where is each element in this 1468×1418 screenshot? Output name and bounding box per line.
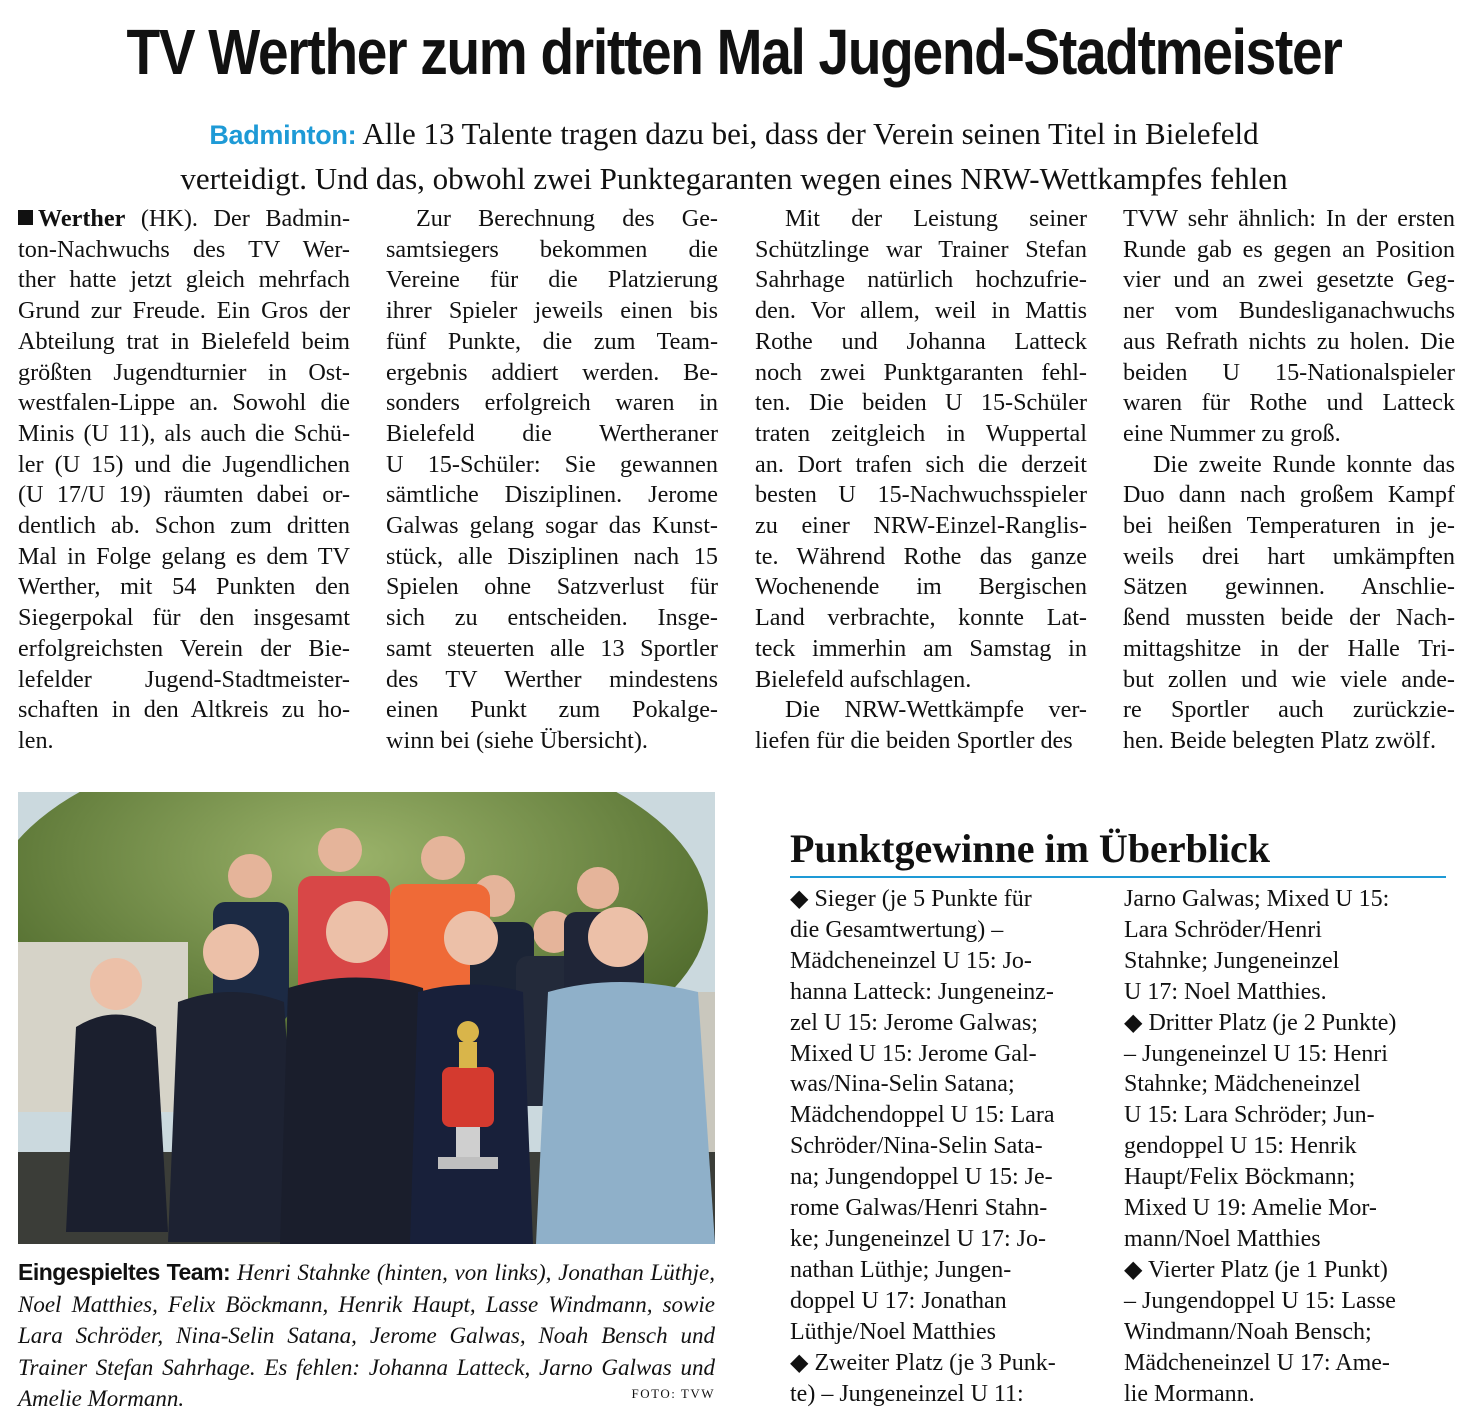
article-text-line: erfolgreichsten Verein der Bie- bbox=[18, 634, 350, 662]
article-text-line: Zur Berechnung des Ge- bbox=[416, 205, 718, 232]
article-text-line: Werther, mit 54 Punkten den bbox=[18, 573, 350, 601]
article-text-line: Runde gab es gegen an Position bbox=[1123, 235, 1455, 263]
article-text-line: bei heißen Temperaturen in je- bbox=[1123, 512, 1455, 540]
article-text-line: westfalen-Lippe an. Sowohl die bbox=[18, 389, 350, 417]
overview-text-line: rome Galwas/Henri Stahn- bbox=[790, 1195, 1048, 1222]
deck bbox=[40, 112, 1428, 201]
overview-text-line: Schröder/Nina-Selin Sata- bbox=[790, 1133, 1043, 1160]
photo-credit: FOTO: TVW bbox=[631, 1386, 715, 1401]
caption-lead: Eingespieltes Team: bbox=[18, 1259, 231, 1285]
article-text-line: sämtliche Disziplinen. Jerome bbox=[386, 481, 718, 509]
article-text-line: weils drei hart umkämpften bbox=[1123, 542, 1455, 570]
article-text-line: Sahrhage natürlich hochzufrie- bbox=[755, 266, 1087, 294]
article-text-line: Vereine für die Platzierung bbox=[386, 266, 718, 294]
article-text-line: Rothe und Johanna Latteck bbox=[755, 327, 1087, 355]
overview-text-line: U 15: Lara Schröder; Jun- bbox=[1124, 1102, 1375, 1129]
overview-text-line: was/Nina-Selin Satana; bbox=[790, 1071, 1015, 1098]
article-text-line: samt steuerten alle 13 Sportler bbox=[386, 634, 718, 662]
article-text-line: besten U 15-Nachwuchsspieler bbox=[755, 481, 1087, 509]
article-text-line: Galwas gelang sogar das Kunst- bbox=[386, 512, 718, 540]
overview-text-line: te) – Jungeneinzel U 11: bbox=[790, 1380, 1024, 1407]
article-text-line: Bielefeld aufschlagen. bbox=[755, 665, 972, 693]
photo-caption bbox=[18, 1257, 715, 1415]
article-text-line: Land verbrachte, konnte Lat- bbox=[755, 604, 1087, 632]
article-text-line: des TV Werther mindestens bbox=[386, 665, 718, 693]
article-text-line: winn bei (siehe Übersicht). bbox=[386, 726, 648, 754]
article-text-line: Die zweite Runde konnte das bbox=[1153, 450, 1455, 478]
overview-text-line: gendoppel U 15: Henrik bbox=[1124, 1133, 1357, 1160]
overview-text-line: nathan Lüthje; Jungen- bbox=[790, 1256, 1012, 1283]
article-column-4 bbox=[1123, 204, 1455, 757]
overview-text-line: Haupt/Felix Böckmann; bbox=[1124, 1164, 1356, 1191]
dateline-square-icon bbox=[18, 210, 33, 225]
article-text-line: traten zeitgleich in Wuppertal bbox=[755, 419, 1087, 447]
article-text-line: te. Während Rothe das ganze bbox=[755, 542, 1087, 570]
article-text-line: Sätzen gewinnen. Anschlie- bbox=[1123, 573, 1455, 601]
article-text-line: hen. Beide belegten Platz zwölf. bbox=[1123, 726, 1436, 754]
article-text-line: samtsiegers bekommen die bbox=[386, 235, 718, 263]
article-text-line: ten. Die beiden U 15-Schüler bbox=[755, 389, 1087, 417]
article-text-line: Mit der Leistung seiner bbox=[785, 205, 1087, 232]
overview-text-line: mann/Noel Matthies bbox=[1124, 1225, 1321, 1252]
article-text-line: Mal in Folge gelang es dem TV bbox=[18, 542, 350, 570]
overview-text-line: Mädcheneinzel U 17: Ame- bbox=[1124, 1349, 1390, 1376]
deck-line-1: Alle 13 Talente tragen dazu bei, dass der Verein seinen Titel in Bielefeld bbox=[362, 116, 1259, 151]
article-agency: (HK). bbox=[125, 205, 214, 232]
team-photo-illustration bbox=[18, 792, 715, 1244]
article-text-line: vier und an zwei gesetzte Geg- bbox=[1123, 266, 1455, 294]
article-text-line: noch zwei Punktgaranten fehl- bbox=[755, 358, 1087, 386]
article-text-line: stück, alle Disziplinen nach 15 bbox=[386, 542, 718, 570]
article-text-line: Grund zur Freude. Ein Gros der bbox=[18, 297, 350, 325]
article-text-line: sonders erfolgreich waren in bbox=[386, 389, 718, 417]
article-text-line: lefelder Jugend-Stadtmeister- bbox=[18, 665, 350, 693]
article-text-line: fünf Punkte, die zum Team- bbox=[386, 327, 718, 355]
article-text-line: größten Jugendturnier in Ost- bbox=[18, 358, 350, 386]
article-text-line: ner vom Bundesliganachwuchs bbox=[1123, 297, 1455, 325]
article-text-line: ergebnis addiert werden. Be- bbox=[386, 358, 718, 386]
overview-text-line: Mädcheneinzel U 15: Jo- bbox=[790, 947, 1032, 974]
article-dateline-line bbox=[18, 204, 350, 235]
overview-text-line: – Jungeneinzel U 15: Henri bbox=[1124, 1040, 1388, 1067]
article-text-line: sich zu entscheiden. Insge- bbox=[386, 604, 718, 632]
article-text-line: Duo dann nach großem Kampf bbox=[1123, 481, 1455, 509]
article-text-line: Siegerpokal für den insgesamt bbox=[18, 604, 350, 632]
overview-text-line: Mixed U 15: Jerome Gal- bbox=[790, 1040, 1037, 1067]
overview-text-line: Stahnke; Mädcheneinzel bbox=[1124, 1071, 1361, 1098]
overview-text-line: die Gesamtwertung) – bbox=[790, 916, 1004, 943]
article-text-line: den. Vor allem, weil in Mattis bbox=[755, 297, 1087, 325]
article-text-line: Spielen ohne Satzverlust für bbox=[386, 573, 718, 601]
article-text-line: but zollen und wie viele ande- bbox=[1123, 665, 1455, 693]
overview-box-rule bbox=[790, 876, 1446, 878]
article-text-line: Minis (U 11), als auch die Schü- bbox=[18, 419, 350, 447]
deck-line-2: verteidigt. Und das, obwohl zwei Punktegaranten wegen eines NRW-Wettkampfes fehlen bbox=[180, 161, 1288, 196]
article-column-1 bbox=[18, 204, 350, 757]
overview-text-line: hanna Latteck: Jungeneinz- bbox=[790, 978, 1054, 1005]
overview-text-line: U 17: Noel Matthies. bbox=[1124, 978, 1327, 1005]
deck-kicker: Badminton: bbox=[209, 120, 357, 150]
overview-text-line: ke; Jungeneinzel U 17: Jo- bbox=[790, 1225, 1046, 1252]
article-text-line: re Sportler auch zurückzie- bbox=[1123, 696, 1455, 724]
article-column-2 bbox=[386, 204, 718, 757]
overview-text-line: doppel U 17: Jonathan bbox=[790, 1287, 1007, 1314]
overview-category-line: ◆ Dritter Platz (je 2 Punkte) bbox=[1124, 1009, 1397, 1036]
article-text-line: Abteilung trat in Bielefeld beim bbox=[18, 327, 350, 355]
overview-text-line: Stahnke; Jungeneinzel bbox=[1124, 947, 1340, 974]
article-text-line: Der Badmin- bbox=[213, 205, 350, 232]
overview-text-line: Lara Schröder/Henri bbox=[1124, 916, 1322, 943]
overview-category-line: ◆ Sieger (je 5 Punkte für bbox=[790, 886, 1032, 912]
article-text-line: liefen für die beiden Sportler des bbox=[755, 726, 1073, 754]
article-text-line: ton-Nachwuchs des TV Wer- bbox=[18, 235, 350, 263]
article-text-line: TVW sehr ähnlich: In der ersten bbox=[1123, 205, 1455, 232]
article-text-line: Bielefeld die Wertheraner bbox=[386, 419, 718, 447]
overview-column-1 bbox=[790, 884, 1082, 1409]
article-text-line: ler (U 15) und die Jugendlichen bbox=[18, 450, 350, 478]
article-text-line: Die NRW-Wettkämpfe ver- bbox=[785, 696, 1087, 724]
overview-column-2 bbox=[1124, 884, 1416, 1409]
article-text-line: ther hatte jetzt gleich mehrfach bbox=[18, 266, 350, 294]
headline: TV Werther zum dritten Mal Jugend-Stadtmeister bbox=[126, 16, 1342, 88]
article-text-line: (U 17/U 19) räumten dabei or- bbox=[18, 481, 350, 509]
article-text-line: Schützlinge war Trainer Stefan bbox=[755, 235, 1087, 263]
overview-category-line: ◆ Zweiter Platz (je 3 Punk- bbox=[790, 1349, 1056, 1376]
caption-text: Henri Stahnke (hinten, von links), Jonathan Lüthje, Noel Matthies, Felix Böckmann, Henrik Haupt, Lasse Windmann, sowie Lara Schröder, Nina-Selin Satana, Jerome Galwas, Noah Bensch und Trainer Stefan Sahrhage. Es fehlen: Johanna Latteck, Jarno Galwas und Amelie Mormann. bbox=[18, 1260, 715, 1411]
overview-text-line: lie Mormann. bbox=[1124, 1380, 1255, 1407]
overview-text-line: Mixed U 19: Amelie Mor- bbox=[1124, 1195, 1377, 1222]
overview-box-title: Punktgewinne im Überblick bbox=[790, 826, 1271, 871]
article-text-line: waren für Rothe und Latteck bbox=[1123, 389, 1455, 417]
overview-text-line: Lüthje/Noel Matthies bbox=[790, 1318, 996, 1345]
article-text-line: teck immerhin am Samstag in bbox=[755, 634, 1087, 662]
article-text-line: schaften in den Altkreis zu ho- bbox=[18, 696, 350, 724]
overview-text-line: Windmann/Noah Bensch; bbox=[1124, 1318, 1372, 1345]
article-text-line: mittagshitze in der Halle Tri- bbox=[1123, 634, 1455, 662]
overview-text-line: zel U 15: Jerome Galwas; bbox=[790, 1009, 1038, 1036]
overview-text-line: na; Jungendoppel U 15: Je- bbox=[790, 1164, 1053, 1191]
article-dateline: Werther bbox=[38, 205, 126, 232]
article-column-3 bbox=[755, 204, 1087, 757]
article-text-line: an. Dort trafen sich die derzeit bbox=[755, 450, 1087, 478]
article-text-line: dentlich ab. Schon zum dritten bbox=[18, 512, 350, 540]
article-text-line: beiden U 15-Nationalspieler bbox=[1123, 358, 1455, 386]
overview-text-line: – Jungendoppel U 15: Lasse bbox=[1124, 1287, 1396, 1314]
team-photo bbox=[18, 792, 715, 1244]
article-text-line: U 15-Schüler: Sie gewannen bbox=[386, 450, 718, 478]
article-text-line: ßend mussten beide der Nach- bbox=[1123, 604, 1455, 632]
article-text-line: Wochenende im Bergischen bbox=[755, 573, 1087, 601]
article-text-line: len. bbox=[18, 726, 54, 754]
overview-text-line: Mädchendoppel U 15: Lara bbox=[790, 1102, 1055, 1129]
article-text-line: aus Refrath nichts zu holen. Die bbox=[1123, 327, 1455, 355]
article-text-line: eine Nummer zu groß. bbox=[1123, 419, 1341, 447]
overview-text-line: Jarno Galwas; Mixed U 15: bbox=[1124, 886, 1390, 912]
article-text-line: einen Punkt zum Pokalge- bbox=[386, 696, 718, 724]
overview-category-line: ◆ Vierter Platz (je 1 Punkt) bbox=[1124, 1256, 1388, 1283]
article-text-line: ihrer Spieler jeweils einen bis bbox=[386, 297, 718, 325]
article-text-line: zu einer NRW-Einzel-Ranglis- bbox=[755, 512, 1087, 540]
